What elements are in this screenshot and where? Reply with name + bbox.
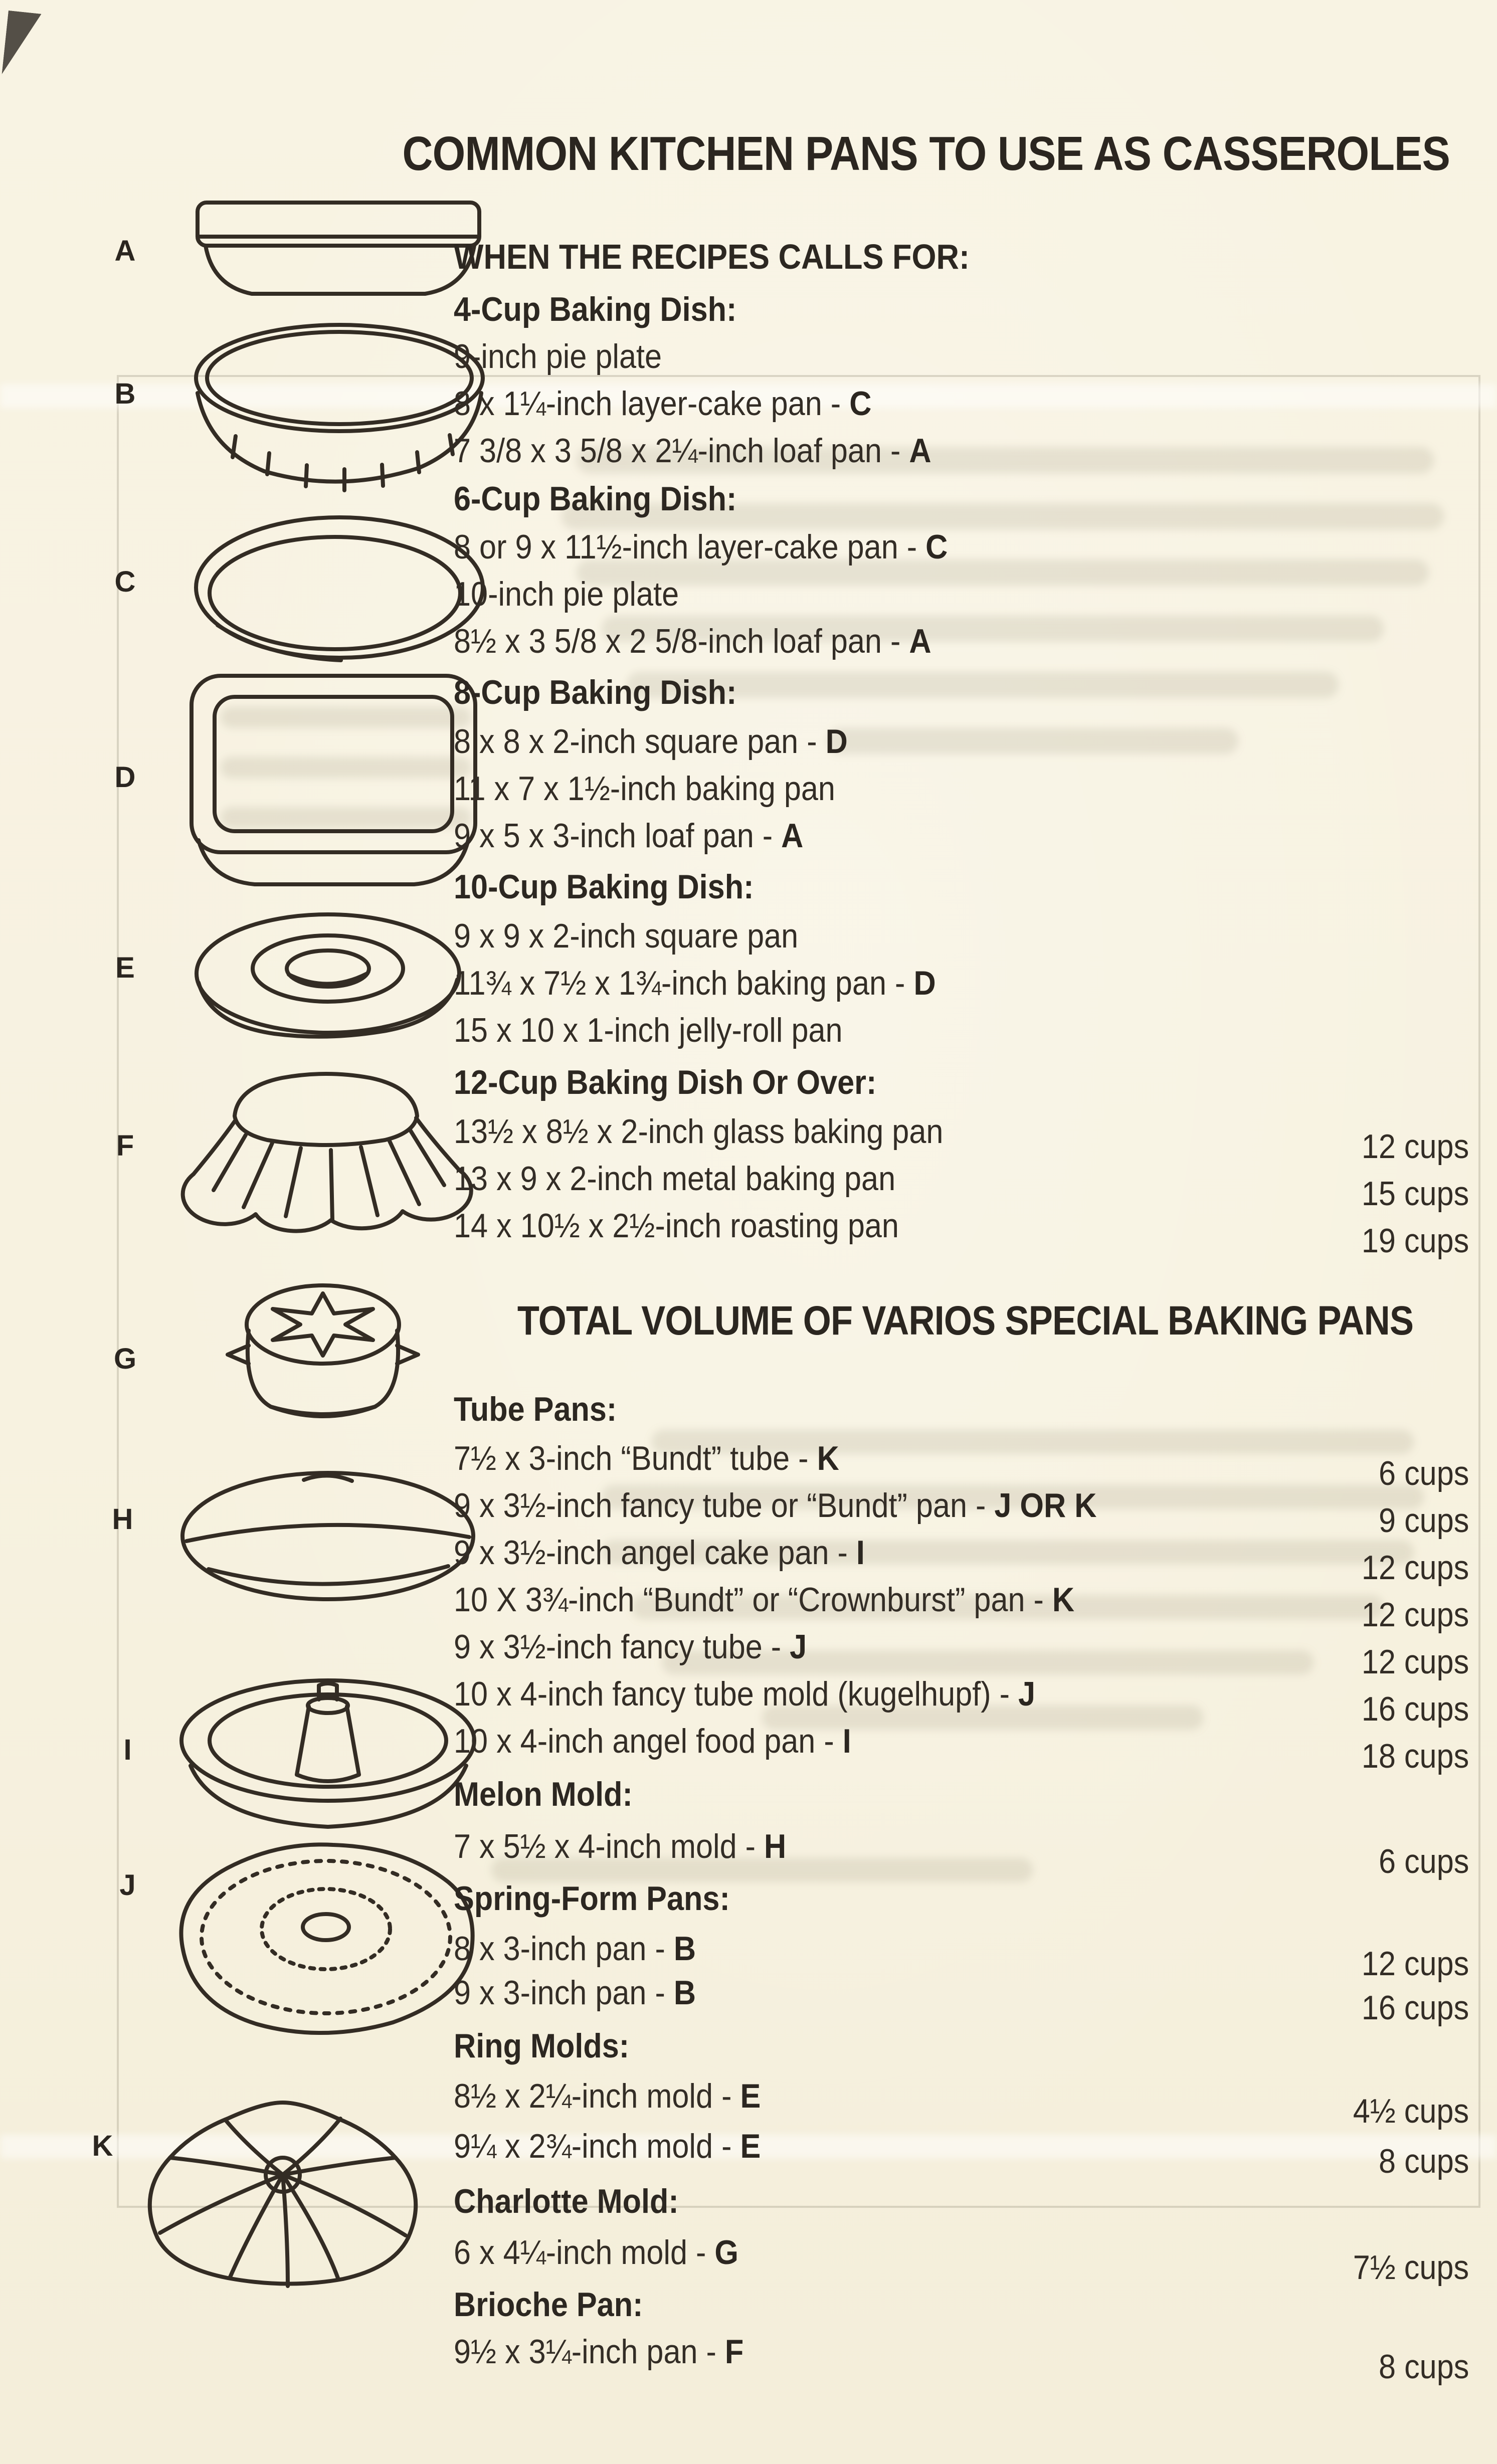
pan-letter-i: I [123, 1734, 132, 1766]
pan-ref: A [781, 817, 804, 855]
group-heading: Spring-Form Pans: [454, 1879, 730, 1918]
cups-value: 16 cups [1361, 1989, 1469, 2027]
list-item: 8 or 9 x 11½-inch layer-cake pan - C [454, 528, 948, 566]
cups-value: 12 cups [1361, 1549, 1469, 1587]
list-item: 9-inch pie plate [454, 337, 662, 375]
list-item: 14 x 10½ x 2½-inch roasting pan [454, 1207, 899, 1245]
group-heading: Melon Mold: [454, 1775, 633, 1813]
cups-value: 19 cups [1361, 1222, 1469, 1260]
list-item: 13 x 9 x 2-inch metal baking pan [454, 1160, 896, 1198]
pan-letter-d: D [114, 761, 136, 794]
pan-ref: A [909, 622, 931, 660]
charlotte-mold-illustration [176, 1264, 470, 1462]
melon-mold-illustration [171, 1460, 485, 1613]
pan-letter-j: J [119, 1869, 136, 1902]
section1-heading: WHEN THE RECIPES CALLS FOR: [454, 237, 970, 276]
cups-value: 12 cups [1361, 1945, 1469, 1983]
list-item: 8 x 8 x 2-inch square pan - D [454, 722, 848, 761]
tube-pan-illustration [166, 1669, 490, 1842]
bundt-pan-illustration [121, 2087, 445, 2305]
pan-ref: B [673, 1974, 696, 2012]
group-heading: Brioche Pan: [454, 2286, 643, 2324]
list-item: 10 X 3¾-inch “Bundt” or “Crownburst” pan - K [454, 1581, 1075, 1619]
ring-mold-illustration [186, 898, 470, 1056]
list-item: 9½ x 3¼-inch pan - F [454, 2333, 744, 2371]
pan-ref: K [817, 1439, 839, 1477]
pan-ref: J [790, 1628, 807, 1666]
list-item: 11 x 7 x 1½-inch baking pan [454, 770, 835, 808]
cups-value: 12 cups [1361, 1127, 1469, 1166]
pan-ref: J [1018, 1675, 1036, 1713]
list-item: 9 x 9 x 2-inch square pan [454, 917, 799, 955]
list-item: 7 3/8 x 3 5/8 x 2¼-inch loaf pan - A [454, 432, 931, 470]
pan-ref: C [849, 385, 872, 423]
pan-letter-c: C [114, 565, 136, 598]
pan-ref: H [764, 1827, 787, 1865]
pan-ref: E [740, 2127, 761, 2165]
cups-value: 15 cups [1361, 1175, 1469, 1213]
list-item: 9 x 3½-inch angel cake pan - I [454, 1534, 865, 1572]
list-item: 11¾ x 7½ x 1¾-inch baking pan - D [454, 964, 936, 1002]
loaf-pan-illustration [191, 197, 486, 309]
pan-ref: F [724, 2333, 744, 2371]
page-title [331, 126, 1450, 181]
list-item: 9 x 5 x 3-inch loaf pan - A [454, 817, 804, 855]
pan-ref: D [913, 964, 936, 1002]
pan-letter-f: F [116, 1129, 135, 1162]
pie-plate-illustration [186, 512, 492, 670]
list-item: 9 x 3½-inch fancy tube - J [454, 1628, 807, 1666]
pan-letter-a: A [114, 235, 136, 267]
page-title-text: COMMON KITCHEN PANS TO USE AS CASSEROLES [402, 127, 1450, 180]
pan-ref: I [842, 1722, 851, 1760]
list-item: 9 x 3-inch pan - B [454, 1974, 696, 2012]
list-item: 10 x 4-inch angel food pan - I [454, 1722, 851, 1760]
list-item: 7½ x 3-inch “Bundt” tube - K [454, 1439, 839, 1477]
cups-value: 16 cups [1361, 1690, 1469, 1728]
list-item: 13½ x 8½ x 2-inch glass baking pan [454, 1112, 944, 1151]
cups-value: 4½ cups [1353, 2092, 1469, 2130]
list-item: 10 x 4-inch fancy tube mold (kugelhupf) - J [454, 1675, 1036, 1713]
pan-letter-k: K [92, 2130, 114, 2162]
group-heading: Tube Pans: [454, 1390, 617, 1428]
scan-corner-artifact [2, 11, 41, 78]
group-heading: 6-Cup Baking Dish: [454, 480, 737, 518]
pan-ref: J OR K [994, 1486, 1097, 1525]
section2-heading: TOTAL VOLUME OF VARIOS SPECIAL BAKING PANS [517, 1298, 1413, 1344]
cups-value: 12 cups [1361, 1596, 1469, 1634]
group-heading: 8-Cup Baking Dish: [454, 673, 737, 711]
list-item: 8½ x 2¼-inch mold - E [454, 2077, 761, 2115]
cups-value: 9 cups [1378, 1501, 1469, 1540]
list-item: 8½ x 3 5/8 x 2 5/8-inch loaf pan - A [454, 622, 931, 660]
group-heading: 10-Cup Baking Dish: [454, 868, 754, 906]
pan-ref: A [909, 432, 931, 470]
cups-value: 7½ cups [1353, 2248, 1469, 2287]
pan-ref: C [925, 528, 948, 566]
pan-letter-b: B [114, 377, 136, 410]
cups-value: 12 cups [1361, 1643, 1469, 1681]
list-item: 15 x 10 x 1-inch jelly-roll pan [454, 1011, 843, 1049]
list-item: 10-inch pie plate [454, 575, 679, 613]
cups-value: 18 cups [1361, 1737, 1469, 1775]
cups-value: 6 cups [1378, 1842, 1469, 1880]
group-heading: Charlotte Mold: [454, 2182, 679, 2220]
brioche-pan-illustration [169, 1054, 483, 1252]
cups-value: 8 cups [1378, 2142, 1469, 2180]
square-pan-illustration [181, 668, 487, 891]
fancy-bundt-pan-illustration [151, 1831, 495, 2049]
pan-ref: D [825, 722, 848, 761]
layer-cake-pan-illustration [186, 317, 492, 510]
list-item: 6 x 4¼-inch mold - G [454, 2233, 739, 2271]
pan-letter-h: H [112, 1503, 134, 1536]
pan-letter-g: G [113, 1343, 137, 1375]
pan-ref: K [1052, 1581, 1075, 1619]
pan-ref: E [740, 2077, 761, 2115]
list-item: 8 x 3-inch pan - B [454, 1930, 696, 1968]
group-heading: 4-Cup Baking Dish: [454, 290, 737, 328]
pan-ref: I [856, 1534, 865, 1572]
cups-value: 8 cups [1378, 2348, 1469, 2386]
pan-ref: B [673, 1930, 696, 1968]
list-item: 8 x 1¼-inch layer-cake pan - C [454, 385, 872, 423]
group-heading: Ring Molds: [454, 2027, 630, 2065]
list-item: 9 x 3½-inch fancy tube or “Bundt” pan - J OR K [454, 1486, 1097, 1525]
pan-letter-e: E [115, 952, 135, 984]
cups-value: 6 cups [1378, 1454, 1469, 1492]
group-heading: 12-Cup Baking Dish Or Over: [454, 1063, 877, 1101]
pan-ref: G [714, 2233, 739, 2271]
list-item: 9¼ x 2¾-inch mold - E [454, 2127, 761, 2165]
list-item: 7 x 5½ x 4-inch mold - H [454, 1827, 787, 1865]
